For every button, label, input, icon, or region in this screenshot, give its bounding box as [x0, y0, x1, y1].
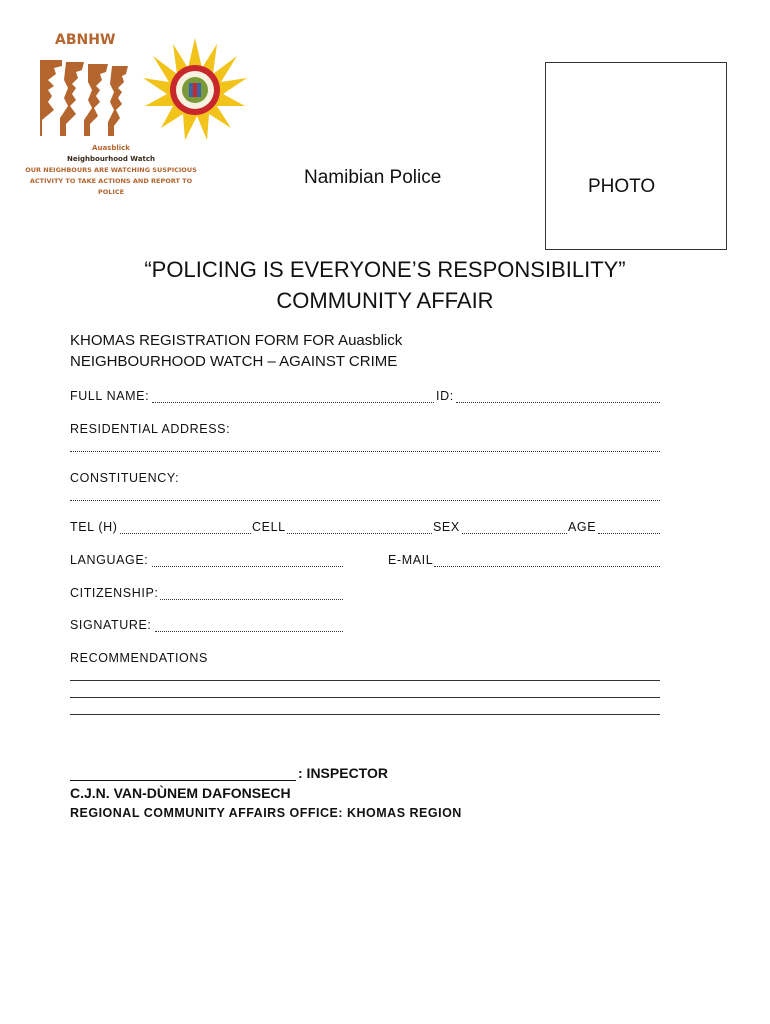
- motto: [0, 254, 770, 316]
- photo-box: [545, 62, 727, 250]
- email-label: E-MAIL: [388, 553, 434, 567]
- full-name-field[interactable]: [152, 393, 434, 403]
- tel-home-label: TEL (H): [70, 520, 118, 534]
- photo-label: PHOTO: [588, 176, 656, 197]
- language-field[interactable]: [152, 557, 343, 567]
- watch-slogan-line2: ACTIVITY TO TAKE ACTIONS AND REPORT TO POLICE: [29, 177, 193, 196]
- watch-slogan-line1: OUR NEIGHBOURS ARE WATCHING SUSPICIOUS: [25, 166, 197, 174]
- address-label: RESIDENTIAL ADDRESS:: [70, 422, 231, 436]
- inspector-signature-line: [70, 780, 296, 781]
- age-label: AGE: [568, 520, 597, 534]
- namibian-police-star-emblem: [143, 36, 247, 144]
- form-title: [70, 330, 402, 372]
- full-name-label: FULL NAME:: [70, 389, 150, 403]
- inspector-title: : INSPECTOR: [298, 765, 388, 781]
- form-title-line2: NEIGHBOURHOOD WATCH – AGAINST CRIME: [70, 353, 398, 370]
- tel-home-field[interactable]: [120, 524, 251, 534]
- recommendations-label: RECOMMENDATIONS: [70, 651, 208, 665]
- recommendations-line-2[interactable]: [70, 697, 660, 698]
- citizenship-label: CITIZENSHIP:: [70, 586, 159, 600]
- citizenship-field[interactable]: [160, 590, 343, 600]
- sex-label: SEX: [433, 520, 460, 534]
- namibian-police-label: Namibian Police: [304, 167, 442, 188]
- neighbourhood-watch-faces-logo: [36, 58, 132, 140]
- inspector-name: C.J.N. VAN-DÙNEM DAFONSECH: [70, 785, 291, 801]
- watch-caption: [18, 143, 204, 198]
- motto-line1: “POLICING IS EVERYONE’S RESPONSIBILITY”: [144, 257, 626, 282]
- signature-field[interactable]: [155, 622, 343, 632]
- recommendations-line-1[interactable]: [70, 680, 660, 681]
- sex-field[interactable]: [462, 524, 567, 534]
- form-title-line1: KHOMAS REGISTRATION FORM FOR Auasblick: [70, 332, 403, 349]
- id-label: ID:: [436, 389, 454, 403]
- address-field[interactable]: [70, 442, 660, 452]
- signature-label: SIGNATURE:: [70, 618, 152, 632]
- language-label: LANGUAGE:: [70, 553, 149, 567]
- recommendations-line-3[interactable]: [70, 714, 660, 715]
- age-field[interactable]: [598, 524, 660, 534]
- constituency-field[interactable]: [70, 491, 660, 501]
- id-field[interactable]: [456, 393, 660, 403]
- office-name: REGIONAL COMMUNITY AFFAIRS OFFICE: KHOMAS REGION: [70, 806, 462, 820]
- motto-line2: COMMUNITY AFFAIR: [276, 288, 494, 313]
- watch-subtitle: Neighbourhood Watch: [67, 155, 155, 163]
- cell-label: CELL: [252, 520, 286, 534]
- email-field[interactable]: [434, 557, 660, 567]
- cell-field[interactable]: [287, 524, 432, 534]
- constituency-label: CONSTITUENCY:: [70, 471, 180, 485]
- abnhw-abbreviation: ABNHW: [55, 32, 116, 48]
- watch-name-line: Auasblick: [92, 144, 130, 152]
